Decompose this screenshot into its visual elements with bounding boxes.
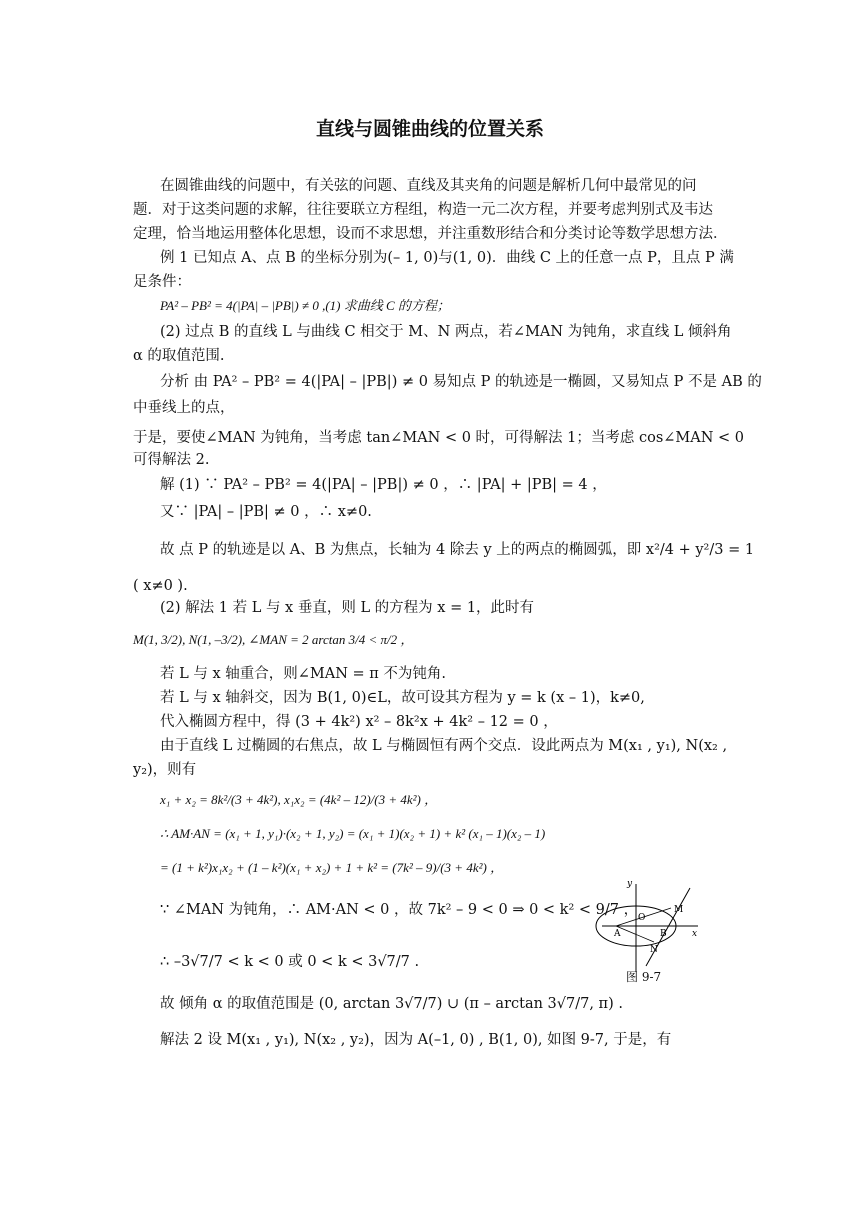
formula-line: ∵ ∠MAN 为钝角，∴ AM·AN < 0 ，故 7k² – 9 < 0 ⇒ 0 < k² < 9/7 ，: [160, 902, 639, 918]
paragraph-line: ( x≠0 ).: [133, 578, 188, 594]
label-n: N: [650, 945, 658, 955]
page-title: 直线与圆锥曲线的位置关系: [315, 118, 544, 140]
formula-line: PA² – PB² = 4(|PA| – |PB|) ≠ 0 ,(1) 求曲线 C 的方程；: [160, 298, 450, 313]
paragraph-line: 解法 2 设 M(x₁ , y₁), N(x₂ , y₂)，因为 A(–1, 0) , B(1, 0), 如图 9-7, 于是，有: [160, 1032, 672, 1048]
paragraph-line: 例 1 已知点 A、点 B 的坐标分别为(– 1, 0)与(1, 0)．曲线 C 上的任意一点 P，且点 P 满: [160, 250, 734, 266]
paragraph-line: 定理，恰当地运用整体化思想，设而不求思想，并注重数形结合和分类讨论等数学思想方法．: [133, 226, 728, 242]
formula-line: ∴ –3√7/7 < k < 0 或 0 < k < 3√7/7 .: [160, 954, 420, 970]
paragraph-line: α 的取值范围.: [133, 348, 225, 364]
formula-line: M(1, 3/2), N(1, –3/2), ∠MAN = 2 arctan 3/4 < π/2 ，: [133, 632, 414, 647]
paragraph-line: 足条件：: [133, 274, 191, 290]
label-x: x: [692, 929, 698, 939]
paragraph-line: 若 L 与 x 轴斜交，因为 B(1, 0)∈L，故可设其方程为 y = k (x – 1)，k≠0,: [160, 690, 645, 706]
paragraph-line: 可得解法 2.: [133, 452, 210, 468]
label-b: B: [660, 929, 667, 939]
paragraph-line: 代入椭圆方程中，得 (3 + 4k²) x² – 8k²x + 4k² – 12 = 0 ，: [160, 714, 558, 730]
label-m: M: [674, 905, 684, 915]
formula-line: = (1 + k²)x₁x₂ + (1 – k²)(x₁ + x₂) + 1 + k² = (7k² – 9)/(3 + 4k²) ，: [160, 860, 504, 875]
formula-line: 解 (1) ∵ PA² – PB² = 4(|PA| – |PB|) ≠ 0 ，∴ |PA| + |PB| = 4 ，: [160, 477, 607, 493]
segment-an: [616, 926, 654, 942]
figure-caption: 图 9-7: [626, 970, 662, 984]
paragraph-line: 若 L 与 x 轴重合，则∠MAN = π 不为钝角.: [160, 666, 447, 682]
paragraph-line: 于是，要使∠MAN 为钝角，当考虑 tan∠MAN < 0 时，可得解法 1；当考虑 cos∠MAN < 0: [133, 430, 745, 446]
label-a: A: [614, 929, 621, 939]
paragraph-line: 由于直线 L 过椭圆的右焦点，故 L 与椭圆恒有两个交点．设此两点为 M(x₁ , y₁), N(x₂ ,: [160, 738, 728, 754]
paragraph-line: y₂)，则有: [133, 762, 197, 778]
paragraph-line: 故 点 P 的轨迹是以 A、B 为焦点，长轴为 4 除去 y 上的两点的椭圆弧，即 x²/4 + y²/3 = 1: [160, 542, 755, 558]
paragraph-line: (2) 过点 B 的直线 L 与曲线 C 相交于 M、N 两点，若∠MAN 为钝角，求直线 L 倾斜角: [160, 324, 732, 340]
paragraph-line: 分析 由 PA² – PB² = 4(|PA| – |PB|) ≠ 0 易知点 P 的轨迹是一椭圆，又易知点 P 不是 AB 的: [160, 374, 762, 390]
paragraph-line: 题．对于这类问题的求解，往往要联立方程组，构造一元二次方程，并要考虑判别式及韦达: [133, 202, 713, 218]
paragraph-line: 故 倾角 α 的取值范围是 (0, arctan 3√7/7) ∪ (π – arctan 3√7/7, π) .: [160, 996, 623, 1012]
paragraph-line: (2) 解法 1 若 L 与 x 垂直，则 L 的方程为 x = 1，此时有: [160, 600, 535, 616]
label-y: y: [627, 880, 633, 889]
formula-line: 又∵ |PA| – |PB| ≠ 0 ，∴ x≠0.: [160, 504, 372, 520]
formula-line: x₁ + x₂ = 8k²/(3 + 4k²), x₁x₂ = (4k² – 12)/(3 + 4k²) ，: [160, 792, 438, 807]
paragraph-line: 中垂线上的点，: [133, 400, 235, 416]
formula-line: ∴ AM·AN = (x₁ + 1, y₁)·(x₂ + 1, y₂) = (x₁ + 1)(x₂ + 1) + k² (x₁ – 1)(x₂ – 1): [160, 826, 546, 841]
label-o: O: [638, 913, 646, 923]
paragraph-line: 在圆锥曲线的问题中，有关弦的问题、直线及其夹角的问题是解析几何中最常见的问: [160, 178, 697, 194]
